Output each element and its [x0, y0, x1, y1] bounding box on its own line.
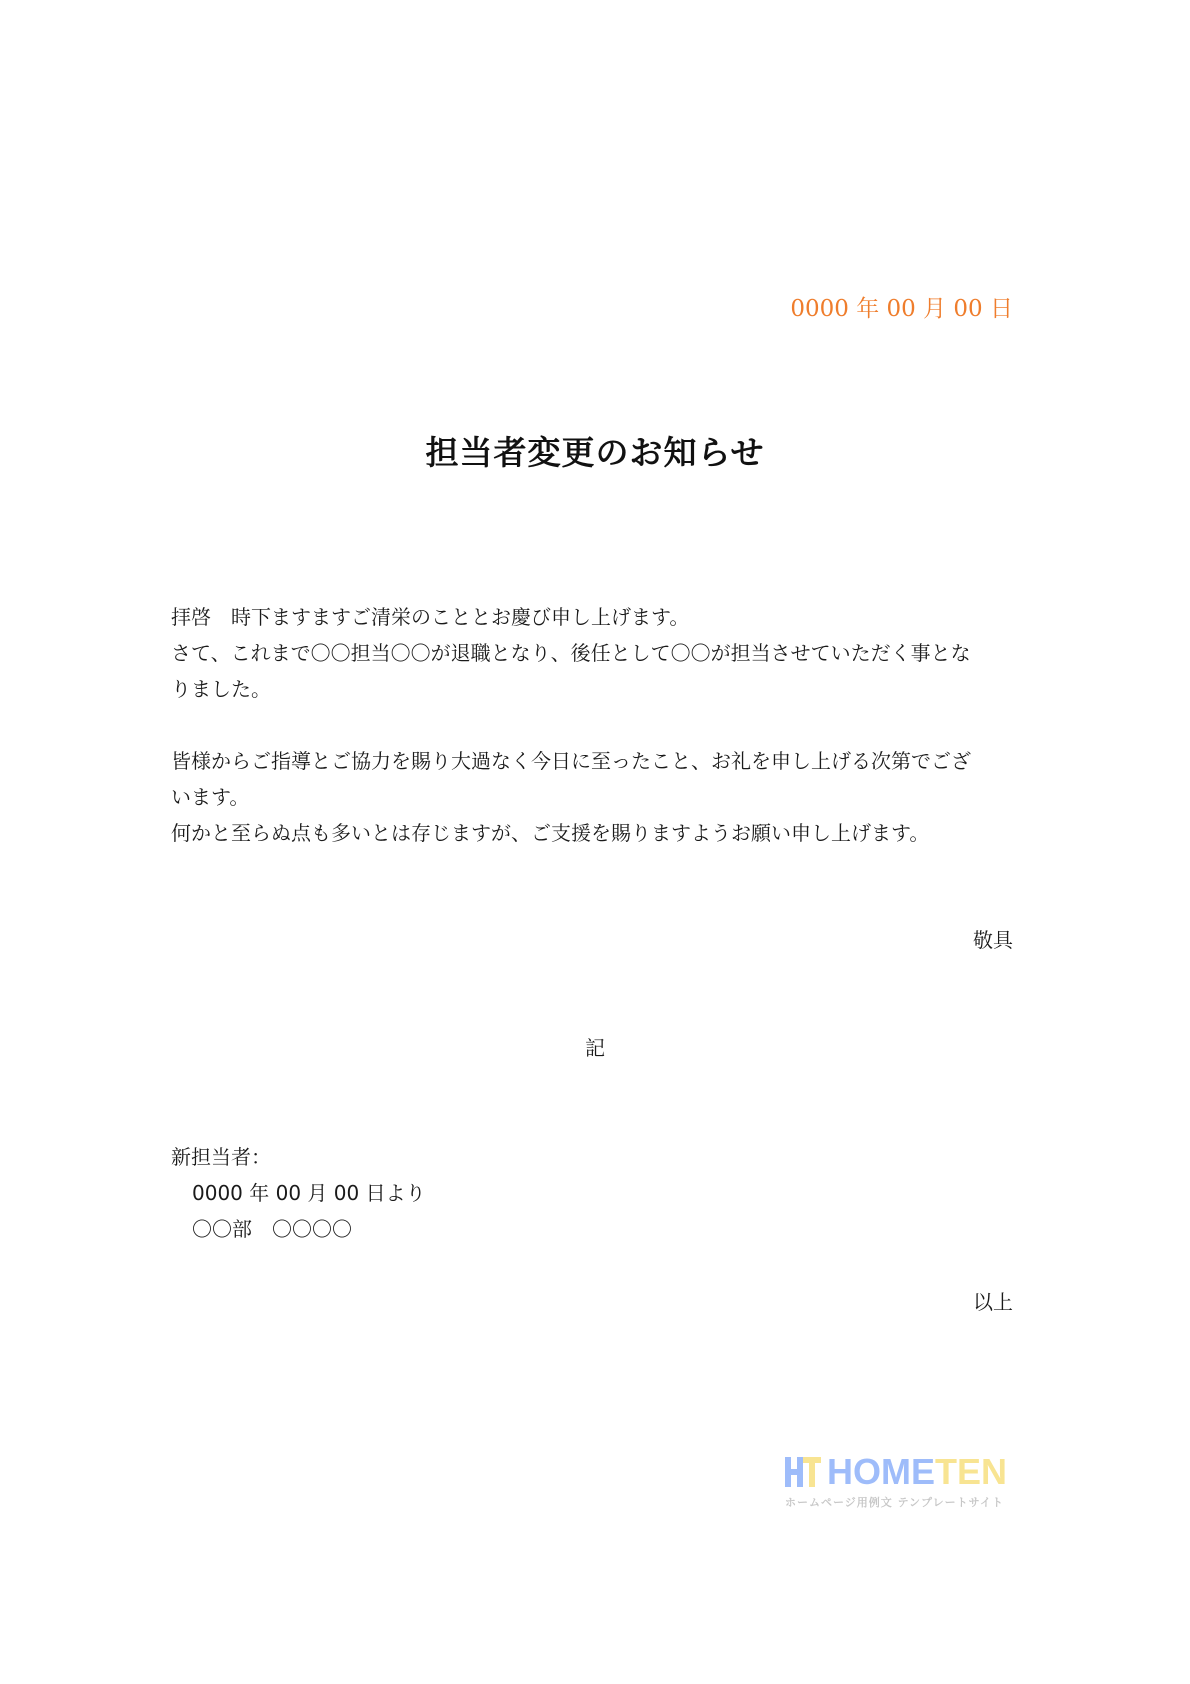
body-line: 何かと至らぬ点も多いとは存じますが、ご支援を賜りますようお願い申し上げます。: [171, 821, 930, 845]
new-contact-label: 新担当者：: [171, 1145, 271, 1169]
body-line: りました。: [171, 677, 271, 701]
logo-wordmark-ten: TEN: [935, 1451, 1007, 1492]
hometen-logo: [783, 1451, 1013, 1511]
logo-wordmark-home: HOME: [827, 1451, 935, 1492]
letter-body: [171, 599, 1031, 851]
logo-wordmark: [827, 1451, 1007, 1493]
new-contact-details: [171, 1139, 426, 1247]
document-date: 0000 年 00 月 00 日: [790, 296, 1013, 322]
new-contact-person: 〇〇部 〇〇〇〇: [192, 1217, 352, 1241]
greeting-line: 拝啓 時下ますますご清栄のこととお慶び申し上げます。: [171, 605, 690, 629]
hometen-logo-mark-icon: [783, 1455, 823, 1489]
body-line: 皆様からご指導とご協力を賜り大過なく今日に至ったこと、お礼を申し上げる次第でござ: [171, 749, 971, 773]
effective-date: 0000 年 00 月 00 日より: [192, 1181, 426, 1205]
body-line: さて、これまで〇〇担当〇〇が退職となり、後任として〇〇が担当させていただく事とな: [171, 641, 971, 665]
closing-keigu: 敬具: [973, 928, 1013, 952]
logo-subtitle: ホームページ用例文 テンプレートサイト: [785, 1496, 1004, 1509]
document-title: 担当者変更のお知らせ: [425, 433, 765, 472]
body-line: います。: [171, 785, 250, 809]
ki-heading: 記: [585, 1036, 605, 1060]
end-mark: 以上: [973, 1290, 1013, 1314]
paragraph-gap: [171, 707, 1031, 743]
